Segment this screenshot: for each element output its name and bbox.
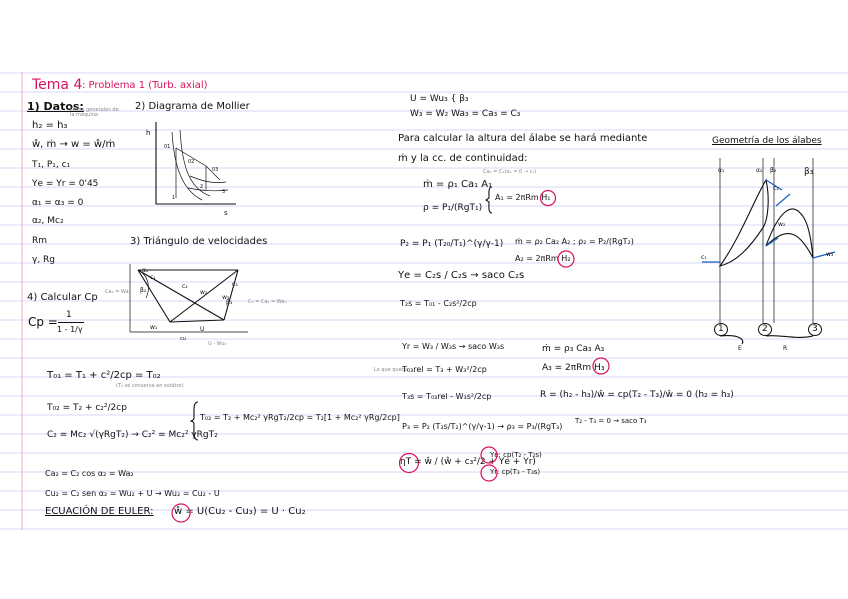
h2-circle bbox=[555, 250, 577, 268]
eq-w3-w2: W₃ = W₂ Wa₃ = Ca₃ = C₃ bbox=[410, 109, 521, 119]
eq-yr: Υr = W₃ / W₃s → saco W₃s bbox=[402, 342, 505, 351]
brace-left bbox=[190, 400, 200, 442]
eq-m3: ṁ = ρ₃ Ca₃ A₃ bbox=[542, 344, 605, 354]
geom-w2: w₂ bbox=[778, 221, 786, 228]
mollier-diagram bbox=[140, 118, 240, 218]
eq-m2: ṁ = ρ₂ Ca₂ A₂ ; ρ₂ = P₂/(RgT₂) bbox=[515, 237, 634, 246]
tri-label-cu: cu bbox=[180, 336, 186, 342]
eq-eta-yr: Υr: cp(T₃ - T₃s) bbox=[490, 468, 541, 476]
euler-eq: ŵ = U(Cu₂ - Cu₃) = U · Cu₂ bbox=[174, 506, 306, 517]
geom-beta3: β₃ bbox=[804, 167, 814, 177]
mollier-label-01: 01 bbox=[164, 144, 171, 150]
eq-brace: T₀₂ = T₂ + Mc₂² γRgT₂/2cp = T₂[1 + Mc₂² γRg/2cp] bbox=[200, 413, 400, 422]
eq-t3rel: T₀₃rel = T₃ + W₃²/2cp bbox=[402, 365, 487, 374]
eq-p3: P₃ = P₂ (T₃s/T₂)^(γ/γ-1) → ρ₃ = P₃/(RgT₃) bbox=[402, 422, 563, 431]
datos-line-3: T₁, P₁, c₁ bbox=[32, 160, 71, 170]
eq-r: R = (h₂ - h₃)/ŵ = cp(T₂ - T₃)/ŵ = 0 (h₂ = h₃) bbox=[540, 390, 734, 400]
eq-t02: T₀₂ = T₂ + c₂²/2cp bbox=[47, 403, 127, 413]
eq-u-wu3: U = Wu₃ { β₃ bbox=[410, 94, 469, 104]
mollier-axis-h: h bbox=[146, 129, 151, 137]
cp-fraction-bar bbox=[58, 322, 84, 323]
datos-line-4: Υe = Υr = 0'45 bbox=[32, 179, 99, 189]
mollier-label-1: 1 bbox=[172, 195, 176, 201]
tri-label-alpha2: α₂ bbox=[142, 267, 149, 274]
text-altura: Para calcular la altura del álabe se hará mediante bbox=[398, 133, 648, 144]
eq-t2-t3: T₂ - T₃ = 0 → saco T₃ bbox=[575, 417, 647, 425]
tri-label-w3: w₃ bbox=[222, 294, 230, 301]
tri-label-beta3: β₃ bbox=[226, 299, 233, 306]
eq-eta: ηT = ŵ / (ŵ + c₃²/2 + Υe + Υr) bbox=[400, 457, 536, 467]
tri-label-ca2: Ca₂ = Wa₂ bbox=[105, 289, 131, 295]
geom-c2: c₂ bbox=[773, 185, 779, 192]
eq-mdot: ṁ = ρ₁ Ca₁ A₁ bbox=[423, 179, 493, 190]
mollier-label-03: 03 bbox=[212, 167, 219, 173]
tri-label-c1: c₁ bbox=[150, 274, 156, 281]
cp-lhs: Cp = bbox=[28, 315, 58, 329]
datos-line-6: α₂, Mc₂ bbox=[32, 216, 64, 226]
mollier-label-3: 3 bbox=[222, 189, 226, 195]
mdot-note: Ca₁ = C₁(α₁ = 0 → c₁) bbox=[483, 169, 537, 175]
datos-line-5: α₁ = α₃ = 0 bbox=[32, 198, 84, 208]
tri-label-c3ca3: C₃ = Ca₃ = Wa₃ bbox=[248, 299, 287, 305]
eq-area2: A₂ = 2πRm H₂ bbox=[515, 254, 571, 263]
tri-label-u-wu2: U - Wu₂ bbox=[208, 341, 227, 347]
cp-den: 1 - 1/γ bbox=[57, 325, 83, 334]
eq-area1: A₁ = 2πRm H₁ bbox=[495, 193, 551, 202]
cp-heading: 4) Calcular Cp bbox=[27, 292, 98, 303]
datos-line-7: Rm bbox=[32, 236, 48, 246]
title-tema: Tema 4 bbox=[32, 77, 83, 93]
eq-c2: C₂ = Mc₂ √(γRgT₂) → C₂² = Mc₂² γRgT₂ bbox=[47, 430, 218, 440]
euler-w-circle bbox=[170, 502, 194, 524]
eq-t2s: T₂s = T₀₁ - C₂s²/2cp bbox=[400, 299, 477, 308]
tri-label-w1: w₁ bbox=[150, 324, 158, 331]
ye-yr-circles bbox=[478, 444, 500, 484]
eq-rho: ρ = P₁/(RgT₁) bbox=[423, 203, 483, 213]
eq-t02-note: (T₀ se conserva en estátor) bbox=[116, 383, 184, 389]
brace-area1 bbox=[485, 186, 493, 214]
note-loquequeda: Lo que queda bbox=[374, 367, 409, 373]
eq-t01: T₀₁ = T₁ + c²/2cp = T₀₂ bbox=[47, 370, 161, 381]
geom-alpha2: α₂ bbox=[756, 167, 763, 174]
eq-eta-ye: Υe: cp(T₂ - T₂s) bbox=[490, 451, 542, 459]
eq-a3: A₃ = 2πRm H₃ bbox=[542, 363, 605, 373]
eq-ye: Υe = C₂s / C₂s → saco C₂s bbox=[398, 270, 525, 281]
mollier-axis-s: s bbox=[224, 209, 228, 217]
cp-num: 1 bbox=[66, 310, 72, 320]
geom-heading: Geometría de los álabes bbox=[712, 136, 822, 146]
mollier-heading: 2) Diagrama de Mollier bbox=[135, 101, 250, 112]
h3-circle bbox=[590, 357, 612, 375]
geom-station-2: 2 bbox=[758, 323, 772, 336]
eq-ca2: Ca₂ = C₂ cos α₂ = Wa₂ bbox=[45, 469, 134, 478]
geom-c1: c₁ bbox=[701, 254, 707, 261]
tri-label-beta2: β₂ bbox=[140, 287, 147, 294]
euler-label: ECUACIÓN DE EULER: bbox=[45, 506, 154, 517]
triangulo-heading: 3) Triángulo de velocidades bbox=[130, 236, 268, 247]
tri-label-c3: c₃ bbox=[232, 281, 238, 288]
datos-line-2: ŵ, ṁ → w = ŵ/ṁ bbox=[32, 139, 116, 150]
datos-side-note: Datos generales de la máquina bbox=[70, 107, 119, 118]
geom-station-1: 1 bbox=[714, 323, 728, 336]
mollier-label-2: 2 bbox=[200, 184, 204, 190]
eq-p2: P₂ = P₁ (T₂₀/T₁)^(γ/γ-1) bbox=[400, 239, 504, 249]
tri-label-u: U bbox=[200, 326, 205, 333]
datos-heading: 1) Datos: bbox=[27, 100, 84, 113]
eq-cu2: Cu₂ = C₂ sen α₂ = Wu₂ + U → Wu₂ = Cu₂ - U bbox=[45, 489, 220, 498]
mollier-label-02: 02 bbox=[188, 159, 195, 165]
tri-label-c2: c₂ bbox=[182, 283, 188, 290]
geom-station-3: 3 bbox=[808, 323, 822, 336]
geom-rotor: R bbox=[783, 345, 788, 352]
geom-estator: E bbox=[738, 345, 742, 352]
geom-beta2: β₂ bbox=[770, 167, 777, 174]
geom-alpha1: α₁ bbox=[718, 167, 725, 174]
text-continuidad: ṁ y la cc. de continuidad: bbox=[398, 153, 528, 164]
tri-label-w2: w₂ bbox=[200, 289, 208, 296]
datos-line-1: h₂ = h₃ bbox=[32, 120, 68, 131]
datos-line-8: γ, Rg bbox=[32, 255, 56, 265]
title-problema: : Problema 1 (Turb. axial) bbox=[82, 80, 208, 91]
eq-t3s: T₃s = T₀₃rel - W₃s²/2cp bbox=[402, 392, 492, 401]
h1-circle bbox=[538, 189, 558, 207]
geom-w3: w₃ bbox=[826, 251, 834, 258]
